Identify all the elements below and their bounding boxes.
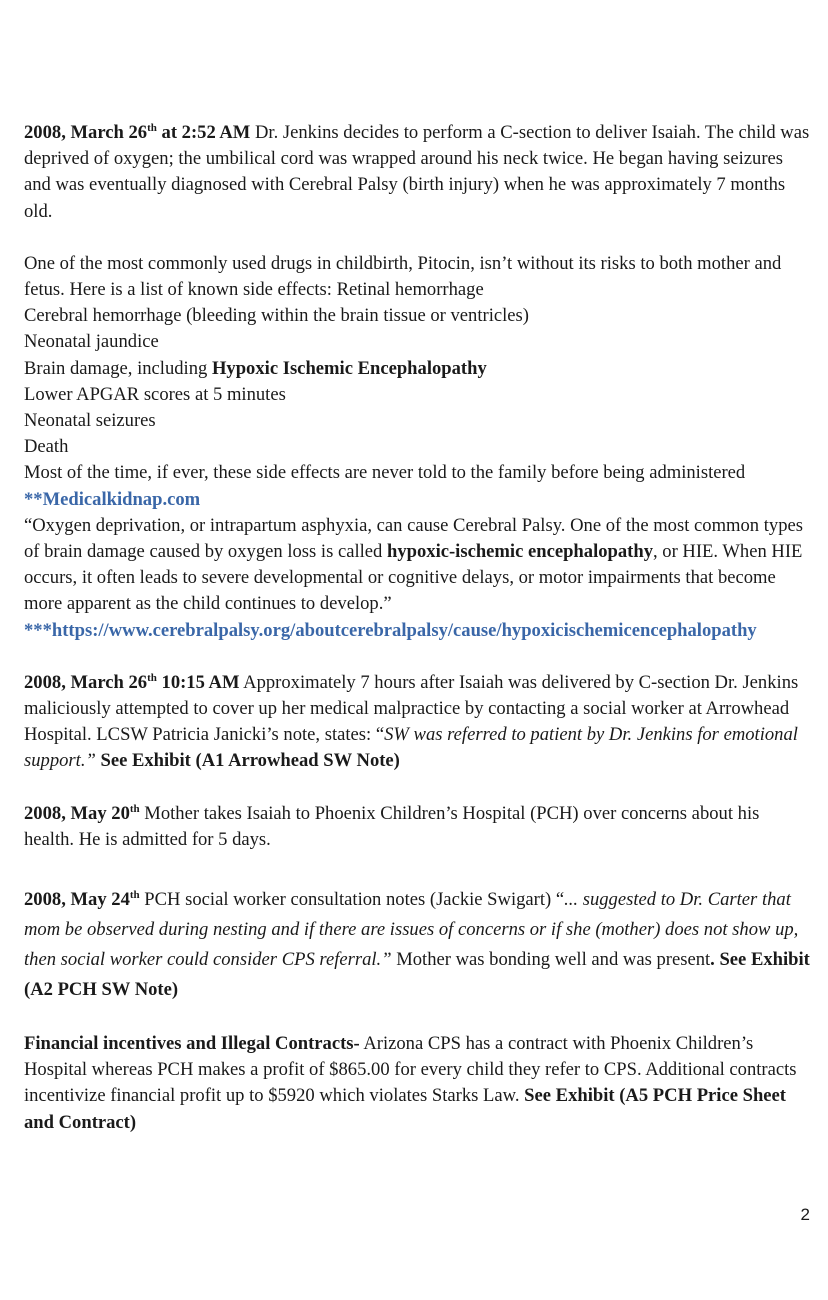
section-text: Arizona CPS has a contract with Phoenix Children’s Hospital whereas PCH makes a profit of $865.00 for every child they refer to CPS. Additional contracts incentivize financial profit up to $5920 which violates Starks Law. [24,1033,797,1107]
side-effect-item: Neonatal seizures [24,410,156,432]
side-effect-item: Lower APGAR scores at 5 minutes [24,383,286,405]
date-suffix: th [129,889,140,902]
hie-quote [24,513,814,618]
entry-text: Approximately 7 hours after Isaiah was delivered by C-section Dr. Jenkins maliciously attempted to cover up her medical malpractice by contacting a social worker at Arrowhead Hospital. LCSW Patricia Janicki’s note, states: “ [24,671,799,746]
source-url-link[interactable]: ***https://www.cerebralpalsy.org/aboutcerebralpalsy/cause/hypoxicischemicencephalopathy [24,619,757,641]
quote-text: “Oxygen deprivation, or intrapartum asphyxia, can cause Cerebral Palsy. One of the most common types of brain damage caused by oxygen loss is called [24,514,803,563]
exhibit-reference: . See Exhibit (A2 PCH SW Note) [24,949,810,1001]
entry-c-section [24,120,814,225]
source-link[interactable]: **Medicalkidnap.com [24,488,201,510]
entry-pch-consultation [24,885,814,1005]
pitocin-intro: One of the most commonly used drugs in childbirth, Pitocin, isn’t without its risks to both mother and fetus. Here is a list of known side effects: Retinal hemorrhage [24,252,782,301]
side-effect-item: Death [24,436,69,458]
entry-date: 2008, March 26 [24,671,148,693]
financial-incentives [24,1031,814,1136]
exhibit-reference: See Exhibit (A1 Arrowhead SW Note) [95,750,400,772]
section-heading: Financial incentives and Illegal Contracts- [24,1033,360,1055]
entry-text: PCH social worker consultation notes (Jackie Swigart) “ [139,889,565,911]
entry-date: 2008, May 24 [24,889,130,911]
entry-text: Mother was bonding well and was present [391,949,711,971]
entry-pch-admission [24,801,814,853]
entry-time: at 2:52 AM [156,122,251,143]
entry-text: Dr. Jenkins decides to perform a C-section to deliver Isaiah. The child was deprived of oxygen; the umbilical cord was wrapped around his neck twice. He began having seizures and was eventually diagnosed with Cerebral Palsy (birth injury) when he was approximately 7 months old. [24,122,810,222]
date-suffix: th [147,671,157,684]
exhibit-reference: See Exhibit (A5 PCH Price Sheet and Contract) [24,1085,786,1133]
entry-social-worker [24,670,814,775]
entry-date: 2008, May 20 [24,802,130,824]
entry-time: 10:15 AM [156,671,240,693]
side-effect-item: Cerebral hemorrhage (bleeding within the brain tissue or ventricles) [24,305,529,327]
quote-text: , or HIE. When HIE occurs, it often leads to severe developmental or cognitive delays, or motor impairments that become more apparent as the child continues to develop.” [24,541,803,615]
side-effect-item [24,356,814,382]
side-effect-bold: Hypoxic Ischemic Encephalopathy [211,357,487,379]
quote-bold-term: hypoxic-ischemic encephalopathy [387,541,653,563]
side-effect-item: Neonatal jaundice [24,331,159,353]
entry-text: Mother takes Isaiah to Phoenix Children’s Hospital (PCH) over concerns about his health. He is admitted for 5 days. [24,802,760,850]
date-suffix: th [147,122,157,134]
page-number: 2 [800,1205,810,1224]
date-suffix: th [129,802,140,815]
entry-quote: SW was referred to patient by Dr. Jenkins for emotional support.” [24,724,798,772]
entry-quote: ... suggested to Dr. Carter that mom be observed during nesting and if there are issues of concerns or if she (mother) does not show up, then social worker could consider CPS referral.” [24,889,799,971]
side-effect-prefix: Brain damage, including [24,357,212,379]
entry-date: 2008, March 26 [24,122,148,143]
side-effects-note: Most of the time, if ever, these side effects are never told to the family before being administered [24,462,746,484]
document-page [24,120,814,1136]
